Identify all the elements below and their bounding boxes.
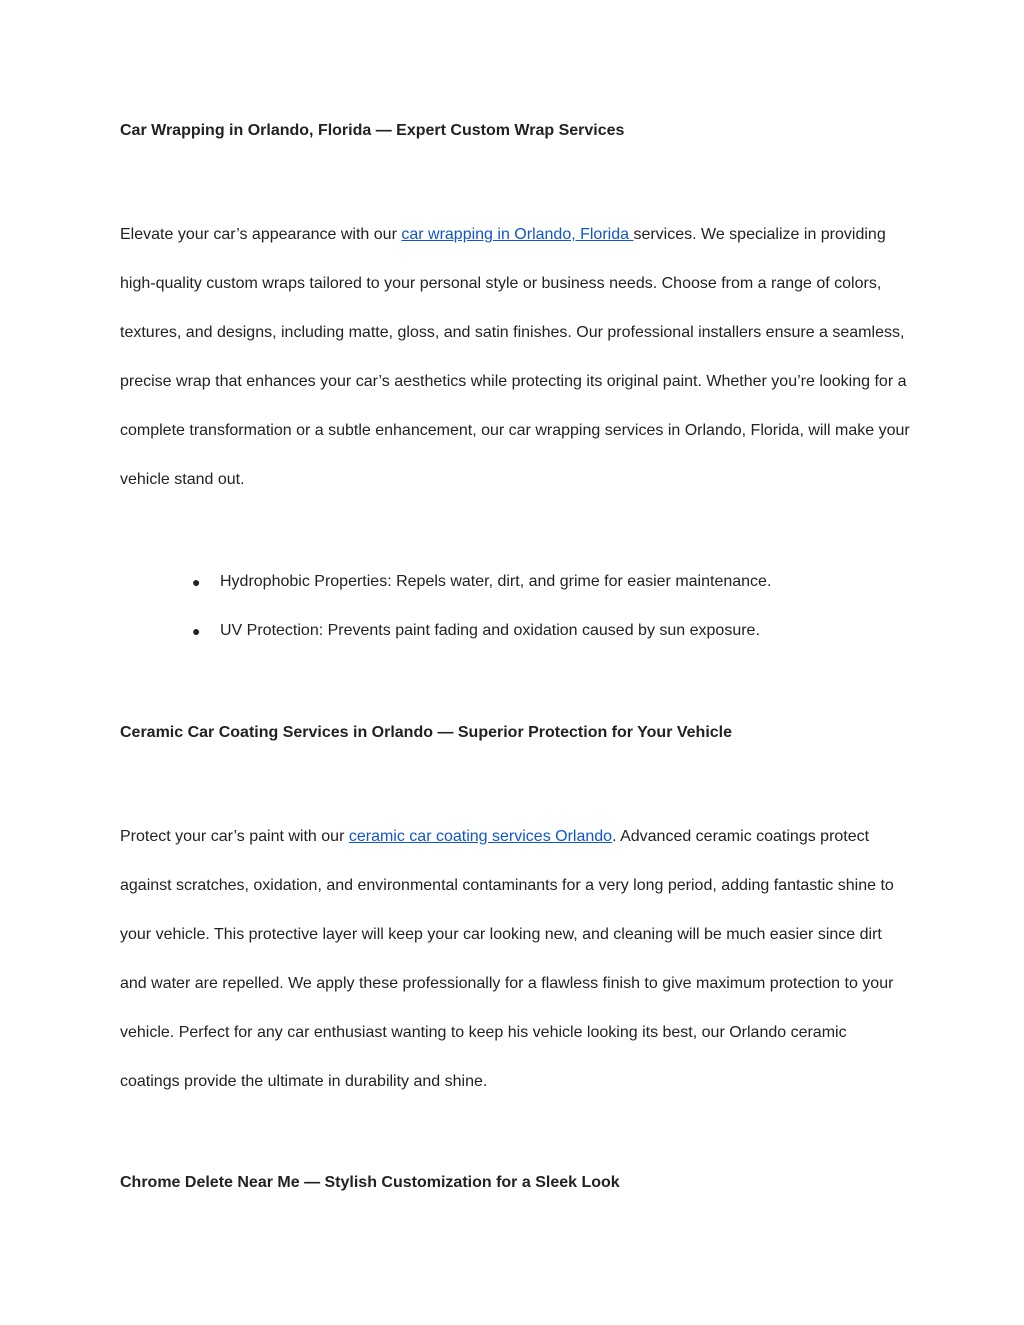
paragraph-text: services. We specialize in providing high-quality custom wraps tailored to your personal style or business needs. Choose from a range of colors, textures, and designs, including matte, gloss, and satin finishes. Our professional installers ensure a seamless, precise wrap that enhances your car’s aesthetics while protecting its original paint. Whether you’re looking for a complete transformation or a subtle enhancement, our car wrapping services in Orlando, Florida, will make your vehicle stand out. (120, 226, 910, 488)
paragraph-text: . Advanced ceramic coatings protect against scratches, oxidation, and environmental contaminants for a very long period, adding fantastic shine to your vehicle. This protective layer will keep your car looking new, and cleaning will be much easier since dirt and water are repelled. We apply these professionally for a flawless finish to give maximum protection to your vehicle. Perfect for any car enthusiast wanting to keep his vehicle looking its best, our Orlando ceramic coatings provide the ultimate in durability and shine. (120, 828, 894, 1090)
bullet-marker: ● (192, 574, 201, 590)
list-item (120, 622, 910, 671)
car-wrapping-link[interactable]: car wrapping in Orlando, Florida (401, 226, 634, 243)
paragraph-text: Elevate your car’s appearance with our (120, 226, 402, 243)
bullet-list (120, 573, 910, 671)
heading-ceramic-coating: Ceramic Car Coating Services in Orlando — Superior Protection for Your Vehicle (120, 724, 733, 741)
heading-chrome-delete: Chrome Delete Near Me — Stylish Customization for a Sleek Look (120, 1174, 620, 1191)
list-item-text: Hydrophobic Properties: Repels water, dirt, and grime for easier maintenance. (220, 573, 772, 590)
list-item (120, 573, 910, 622)
list-item-text: UV Protection: Prevents paint fading and oxidation caused by sun exposure. (220, 622, 760, 639)
bullet-marker: ● (192, 623, 201, 639)
paragraph-text: Protect your car’s paint with our (120, 828, 349, 845)
heading-car-wrapping: Car Wrapping in Orlando, Florida — Expert Custom Wrap Services (120, 122, 625, 139)
paragraph-car-wrapping (120, 210, 910, 504)
ceramic-coating-link[interactable]: ceramic car coating services Orlando (348, 828, 613, 845)
paragraph-ceramic-coating (120, 812, 910, 1106)
